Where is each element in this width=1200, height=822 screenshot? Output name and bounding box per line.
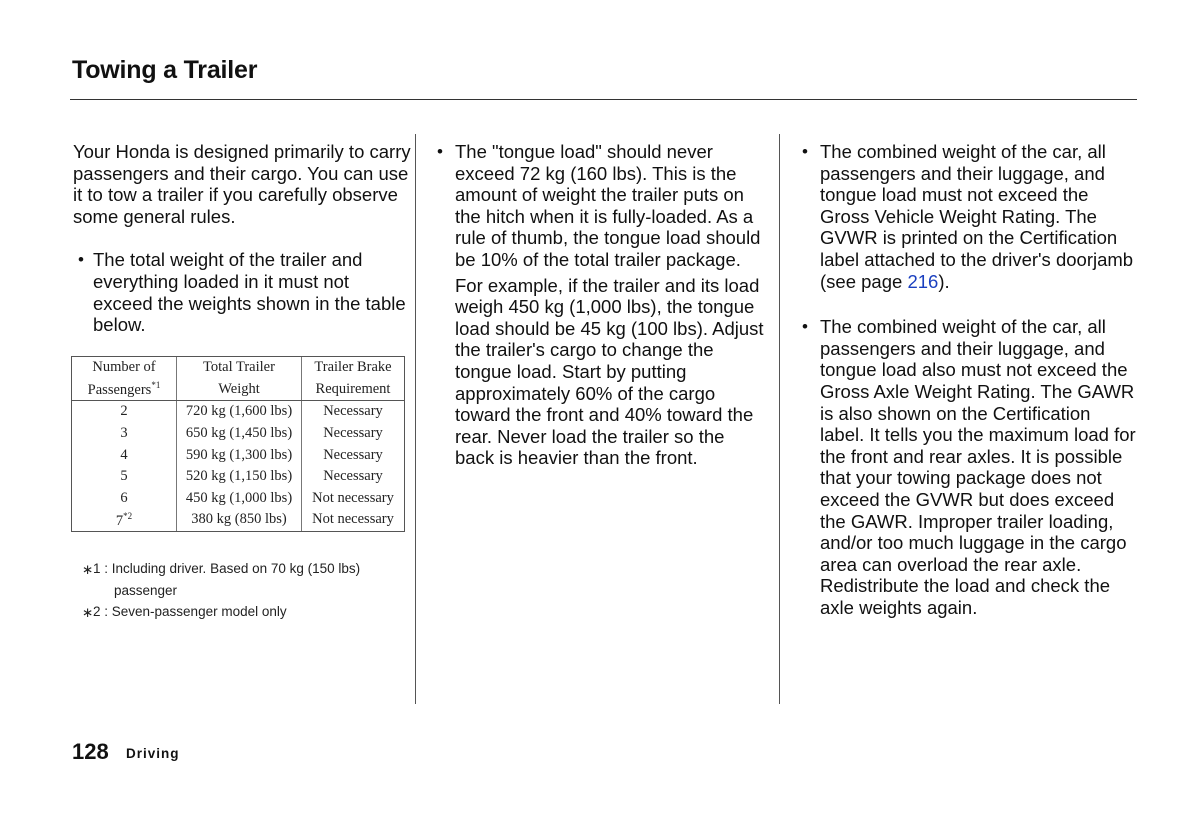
bullet-icon: •	[802, 317, 808, 337]
table-cell: 520 kg (1,150 lbs)	[177, 466, 302, 488]
table-cell: Necessary	[302, 401, 405, 423]
header-cell: Passengers$^{*1}$	[72, 379, 177, 401]
table-header-row	[72, 379, 405, 401]
table-cell: Not necessary	[302, 509, 405, 531]
table-cell: 380 kg (850 lbs)	[177, 509, 302, 531]
table-cell: 590 kg (1,300 lbs)	[177, 444, 302, 466]
bullet-item	[802, 141, 1138, 292]
footnote-mark: *1	[151, 379, 161, 390]
bullet-item	[73, 249, 413, 335]
bullet-icon: •	[437, 142, 443, 161]
table-row	[72, 423, 405, 445]
page-number: 128	[72, 739, 109, 764]
table-cell: 650 kg (1,450 lbs)	[177, 423, 302, 445]
table-cell: 6	[72, 488, 177, 510]
bullet-text: The combined weight of the car, all passengers and their luggage, and tongue load must not exceed the Gross Vehicle Weight Rating. The GVWR is printed on the Certification label attached to the driver's doorjamb (see page	[820, 141, 1134, 292]
bullet-item	[437, 141, 767, 271]
table-cell: Necessary	[302, 444, 405, 466]
column-divider	[779, 134, 780, 704]
footnote-text: 1 : Including driver. Based on 70 kg (150 lbs)	[93, 561, 361, 576]
column-divider	[415, 134, 416, 704]
column-1	[73, 141, 413, 336]
footnotes	[82, 558, 412, 623]
bullet-text: The combined weight of the car, all passengers and their luggage, and tongue load also must not exceed the Gross Axle Weight Rating. The GAWR is also shown on the Certification label. It tells you the maximum load for the front and rear axles. It is possible that your towing package does not exceed the GVWR but does exceed the GAWR. Improper trailer loading, and/or too much luggage in the cargo area can overload the rear axle. Redistribute the load and check the axle weights again.	[820, 316, 1136, 618]
table-cell: 7$^{*2}$	[72, 509, 177, 531]
header-cell: Weight	[177, 379, 302, 401]
table-row	[72, 444, 405, 466]
table-header-row	[72, 357, 405, 379]
table-row	[72, 488, 405, 510]
table-cell: 3	[72, 423, 177, 445]
header-rule	[70, 99, 1137, 100]
footnote	[82, 601, 412, 623]
table-cell: Not necessary	[302, 488, 405, 510]
page-title: Towing a Trailer	[72, 56, 258, 84]
bullet-text: The "tongue load" should never exceed 72 kg (160 lbs). This is the amount of weight the trailer puts on the hitch when it is fully-loaded. As a rule of thumb, the tongue load should be 10% of the total trailer package.	[455, 141, 761, 270]
table-row	[72, 401, 405, 423]
trailer-weight-table	[71, 356, 405, 532]
footnote-mark: *2	[123, 510, 133, 521]
bullet-item	[802, 316, 1138, 618]
intro-paragraph: Your Honda is designed primarily to carry passengers and their cargo. You can use it to tow a trailer if you carefully observe some general rules.	[73, 141, 411, 227]
table-row	[72, 509, 405, 531]
table-cell: Necessary	[302, 466, 405, 488]
bullet-text: The total weight of the trailer and everything loaded in it must not exceed the weights shown in the table below.	[93, 249, 406, 336]
table-cell: 450 kg (1,000 lbs)	[177, 488, 302, 510]
page-link[interactable]: 216	[907, 270, 939, 292]
table-cell: 2	[72, 401, 177, 423]
bullet-text: ).	[938, 270, 950, 292]
column-3	[802, 141, 1138, 618]
section-name: Driving	[126, 746, 180, 761]
footnote-text: passenger	[114, 582, 178, 598]
table-row	[72, 466, 405, 488]
column-2	[437, 141, 767, 469]
header-cell: Number of	[72, 357, 177, 379]
header-cell: Total Trailer	[177, 357, 302, 379]
table-cell: 5	[72, 466, 177, 488]
bullet-icon: •	[78, 250, 84, 270]
asterisk-icon: ∗	[82, 562, 94, 577]
asterisk-icon: ∗	[82, 605, 94, 620]
table-cell: 4	[72, 444, 177, 466]
footnote	[82, 558, 412, 601]
table-cell: 720 kg (1,600 lbs)	[177, 401, 302, 423]
footnote-text: 2 : Seven-passenger model only	[93, 604, 287, 619]
bullet-icon: •	[802, 142, 808, 161]
example-paragraph: For example, if the trailer and its load weigh 450 kg (1,000 lbs), the tongue load should be 45 kg (100 lbs). Adjust the trailer's cargo to change the tongue load. Start by putting approximately 60% of the cargo toward the front and 40% toward the rear. Never load the trailer so the back is heavier than the front.	[455, 274, 764, 469]
header-cell: Requirement	[302, 379, 405, 401]
header-cell: Trailer Brake	[302, 357, 405, 379]
table-cell: Necessary	[302, 423, 405, 445]
